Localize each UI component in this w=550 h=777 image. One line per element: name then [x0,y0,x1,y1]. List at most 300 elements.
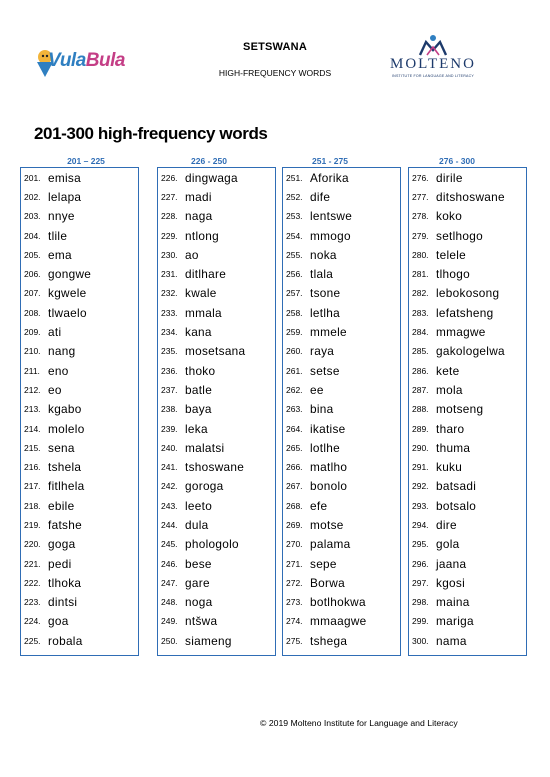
word-text: Borwa [310,575,345,590]
word-number: 295. [412,539,429,550]
word-text: kuku [436,460,463,475]
column-heading: 251 - 275 [312,156,348,166]
word-text: pedi [48,556,72,571]
word-text: bonolo [310,479,348,494]
word-row [158,361,275,380]
word-row [409,457,526,476]
word-row [409,284,526,303]
word-row [283,438,400,457]
word-number: 273. [286,597,303,608]
word-row [21,515,138,534]
word-text: ati [48,325,62,340]
word-number: 211. [24,365,40,376]
word-text: tharo [436,421,465,436]
word-number: 202. [24,191,41,202]
word-row [283,342,400,361]
word-number: 268. [286,500,303,511]
word-number: 252. [286,191,303,202]
word-number: 270. [286,539,303,550]
word-text: mmagwe [436,325,486,340]
word-number: 201. [24,172,41,183]
word-number: 206. [24,269,41,280]
word-text: tsone [310,286,341,301]
word-number: 266. [286,462,303,473]
word-text: ee [310,382,324,397]
word-row [409,515,526,534]
word-row [283,264,400,283]
word-text: emisa [48,170,81,185]
word-text: naga [185,209,213,224]
word-number: 256. [286,269,303,280]
word-row [158,457,275,476]
word-number: 253. [286,211,303,222]
word-text: tlwaelo [48,305,87,320]
word-number: 300. [412,635,429,646]
word-row [409,400,526,419]
word-number: 269. [286,519,303,530]
word-text: kete [436,363,460,378]
word-text: botsalo [436,498,477,513]
word-number: 254. [286,230,303,241]
molteno-tagline: INSTITUTE FOR LANGUAGE AND LITERACY [391,74,475,78]
word-number: 231. [161,269,178,280]
word-text: nnye [48,209,75,224]
word-row [409,496,526,515]
word-row [158,284,275,303]
word-text: bina [310,402,334,417]
word-row [21,245,138,264]
word-text: eo [48,382,62,397]
word-row [283,380,400,399]
word-row [21,612,138,631]
word-text: gakologelwa [436,344,505,359]
word-number: 233. [161,307,178,318]
word-text: sepe [310,556,337,571]
word-text: goga [48,537,76,552]
word-row [158,631,275,650]
word-text: ema [48,247,72,262]
word-text: palama [310,537,351,552]
word-row [158,245,275,264]
word-number: 226. [161,172,178,183]
word-number: 296. [412,558,429,569]
molteno-wordmark: MOLTENO [390,56,476,72]
word-row [21,593,138,612]
word-row [409,187,526,206]
word-row [283,284,400,303]
word-row [283,593,400,612]
word-row [21,284,138,303]
word-text: dingwaga [185,170,238,185]
word-number: 271. [286,558,303,569]
word-text: siameng [185,633,232,648]
word-text: molelo [48,421,85,436]
word-number: 237. [161,384,178,395]
word-row [409,573,526,592]
word-text: kgwele [48,286,87,301]
word-number: 279. [412,230,429,241]
word-text: botlhokwa [310,595,366,610]
word-row [158,593,275,612]
word-text: kana [185,325,212,340]
word-row [158,207,275,226]
word-number: 278. [412,211,429,222]
word-row [283,245,400,264]
word-row [283,535,400,554]
word-number: 220. [24,539,41,550]
word-number: 203. [24,211,41,222]
word-text: motseng [436,402,484,417]
word-row [409,322,526,341]
word-number: 244. [161,519,178,530]
word-number: 262. [286,384,303,395]
word-text: madi [185,189,212,204]
word-row [158,187,275,206]
word-number: 227. [161,191,178,202]
word-number: 289. [412,423,429,434]
page-title: SETSWANA [243,41,307,53]
word-row [21,631,138,650]
word-number: 240. [161,442,178,453]
word-text: tlile [48,228,68,243]
word-number: 257. [286,288,303,299]
word-number: 284. [412,327,429,338]
column-heading: 276 - 300 [439,156,475,166]
word-text: tshoswane [185,460,245,475]
word-row [21,457,138,476]
word-number: 287. [412,384,429,395]
word-text: jaana [436,556,467,571]
word-row [283,457,400,476]
word-number: 260. [286,346,303,357]
word-number: 297. [412,577,429,588]
word-row [158,322,275,341]
word-number: 242. [161,481,178,492]
word-number: 264. [286,423,303,434]
word-row [158,496,275,515]
word-row [409,380,526,399]
word-number: 224. [24,616,41,627]
word-number: 285. [412,346,429,357]
word-text: setlhogo [436,228,484,243]
word-row [21,477,138,496]
word-number: 293. [412,500,429,511]
word-row [21,400,138,419]
word-text: mmogo [310,228,351,243]
word-column-251-275 [282,167,401,656]
word-text: mosetsana [185,344,246,359]
word-row [283,168,400,187]
word-row [158,303,275,322]
word-row [409,168,526,187]
word-text: telele [436,247,467,262]
word-number: 215. [24,442,41,453]
word-row [158,226,275,245]
word-number: 230. [161,249,178,260]
word-row [409,554,526,573]
word-text: kgabo [48,402,82,417]
word-row [158,264,275,283]
word-text: phologolo [185,537,239,552]
word-text: fitlhela [48,479,85,494]
word-text: dife [310,189,331,204]
word-number: 217. [24,481,41,492]
word-number: 205. [24,249,41,260]
word-row [283,187,400,206]
word-number: 249. [161,616,178,627]
word-row [21,187,138,206]
word-row [158,168,275,187]
word-row [409,245,526,264]
word-text: fatshe [48,517,82,532]
word-number: 294. [412,519,429,530]
word-text: setse [310,363,340,378]
word-row [21,342,138,361]
word-text: mmala [185,305,222,320]
word-text: mariga [436,614,474,629]
word-text: tshela [48,460,82,475]
word-text: goroga [185,479,224,494]
word-text: matlho [310,460,348,475]
word-number: 208. [24,307,41,318]
word-text: bese [185,556,212,571]
word-number: 238. [161,404,178,415]
word-number: 251. [286,172,303,183]
word-row [283,631,400,650]
word-row [158,515,275,534]
word-row [21,322,138,341]
word-number: 209. [24,327,41,338]
word-text: tshega [310,633,348,648]
word-number: 204. [24,230,41,241]
word-text: batsadi [436,479,477,494]
word-number: 286. [412,365,429,376]
word-number: 275. [286,635,303,646]
word-row [409,303,526,322]
word-row [409,419,526,438]
word-number: 245. [161,539,178,550]
word-text: tlala [310,267,334,282]
word-row [21,380,138,399]
word-row [283,554,400,573]
word-text: gola [436,537,460,552]
word-number: 292. [412,481,429,492]
word-text: mmaagwe [310,614,367,629]
word-row [409,535,526,554]
word-number: 207. [24,288,41,299]
word-number: 229. [161,230,178,241]
word-row [158,477,275,496]
column-heading: 201 – 225 [67,156,105,166]
word-text: lebokosong [436,286,500,301]
copyright-footer: © 2019 Molteno Institute for Language and Literacy [260,718,458,728]
word-text: ebile [48,498,75,513]
word-number: 247. [161,577,178,588]
word-row [158,419,275,438]
word-row [158,380,275,399]
word-number: 283. [412,307,429,318]
word-text: gare [185,575,210,590]
word-number: 246. [161,558,178,569]
word-row [283,573,400,592]
word-text: ntlong [185,228,219,243]
word-text: maina [436,595,470,610]
word-number: 298. [412,597,429,608]
word-row [409,631,526,650]
word-text: dintsi [48,595,78,610]
word-text: ditshoswane [436,189,505,204]
word-number: 281. [412,269,429,280]
word-text: ditlhare [185,267,227,282]
word-row [409,438,526,457]
word-number: 282. [412,288,429,299]
word-text: ntšwa [185,614,218,629]
word-row [283,477,400,496]
word-text: mmele [310,325,347,340]
word-number: 218. [24,500,41,511]
word-text: mola [436,382,463,397]
word-row [21,438,138,457]
word-text: lelapa [48,189,82,204]
word-row [158,554,275,573]
word-text: nang [48,344,76,359]
word-row [21,535,138,554]
word-row [21,496,138,515]
word-number: 223. [24,597,41,608]
word-row [21,207,138,226]
word-row [283,515,400,534]
word-number: 235. [161,346,178,357]
word-row [283,496,400,515]
bula-word: Bula [85,50,125,71]
page-subtitle: HIGH-FREQUENCY WORDS [218,68,332,78]
word-row [283,207,400,226]
word-number: 276. [412,172,429,183]
word-text: noka [310,247,337,262]
word-number: 255. [286,249,303,260]
word-number: 261. [286,365,303,376]
word-number: 239. [161,423,178,434]
column-heading: 226 - 250 [191,156,227,166]
word-row [283,361,400,380]
word-number: 272. [286,577,303,588]
word-text: dula [185,517,209,532]
word-number: 210. [24,346,41,357]
word-text: leeto [185,498,213,513]
word-text: thoko [185,363,216,378]
word-row [21,168,138,187]
word-text: noga [185,595,213,610]
word-number: 277. [412,191,429,202]
word-number: 250. [161,635,178,646]
section-title: 201-300 high-frequency words [34,124,268,143]
word-row [283,226,400,245]
word-row [21,361,138,380]
word-row [409,342,526,361]
word-text: ikatise [310,421,346,436]
word-number: 213. [24,404,41,415]
word-number: 259. [286,327,303,338]
word-row [409,207,526,226]
word-number: 241. [161,462,178,473]
word-text: efe [310,498,328,513]
word-text: lentswe [310,209,353,224]
word-number: 274. [286,616,303,627]
molteno-emblem-icon [418,34,448,56]
word-number: 216. [24,462,41,473]
word-row [21,419,138,438]
word-text: malatsi [185,440,225,455]
word-text: leka [185,421,208,436]
word-row [158,400,275,419]
word-row [409,361,526,380]
word-number: 236. [161,365,178,376]
word-row [158,438,275,457]
word-column-201-225 [20,167,139,656]
word-row [21,573,138,592]
word-row [283,612,400,631]
word-row [158,535,275,554]
word-number: 219. [24,519,41,530]
word-number: 267. [286,481,303,492]
word-text: eno [48,363,69,378]
word-number: 291. [412,462,429,473]
word-number: 222. [24,577,41,588]
word-row [283,303,400,322]
word-number: 221. [24,558,41,569]
word-number: 280. [412,249,429,260]
word-number: 290. [412,442,429,453]
word-row [158,342,275,361]
word-number: 234. [161,327,178,338]
word-row [409,477,526,496]
word-text: kgosi [436,575,466,590]
molteno-logo [378,34,488,82]
word-text: batle [185,382,213,397]
word-row [283,322,400,341]
word-number: 214. [24,423,41,434]
word-column-226-250 [157,167,276,656]
vula-word: Vula [48,50,86,71]
word-row [409,264,526,283]
word-text: robala [48,633,83,648]
word-text: lefatsheng [436,305,494,320]
word-text: ao [185,247,199,262]
word-text: baya [185,402,212,417]
word-text: Aforika [310,170,349,185]
word-row [409,612,526,631]
word-row [283,400,400,419]
word-text: gongwe [48,267,92,282]
word-row [21,264,138,283]
word-number: 225. [24,635,41,646]
word-text: nama [436,633,467,648]
word-text: thuma [436,440,471,455]
word-number: 228. [161,211,178,222]
word-text: goa [48,614,69,629]
word-text: raya [310,344,335,359]
word-number: 258. [286,307,303,318]
word-column-276-300 [408,167,527,656]
word-row [21,303,138,322]
word-text: lotlhe [310,440,341,455]
word-text: letlha [310,305,341,320]
word-number: 265. [286,442,303,453]
word-text: sena [48,440,75,455]
word-text: kwale [185,286,217,301]
word-row [21,554,138,573]
word-text: dirile [436,170,463,185]
